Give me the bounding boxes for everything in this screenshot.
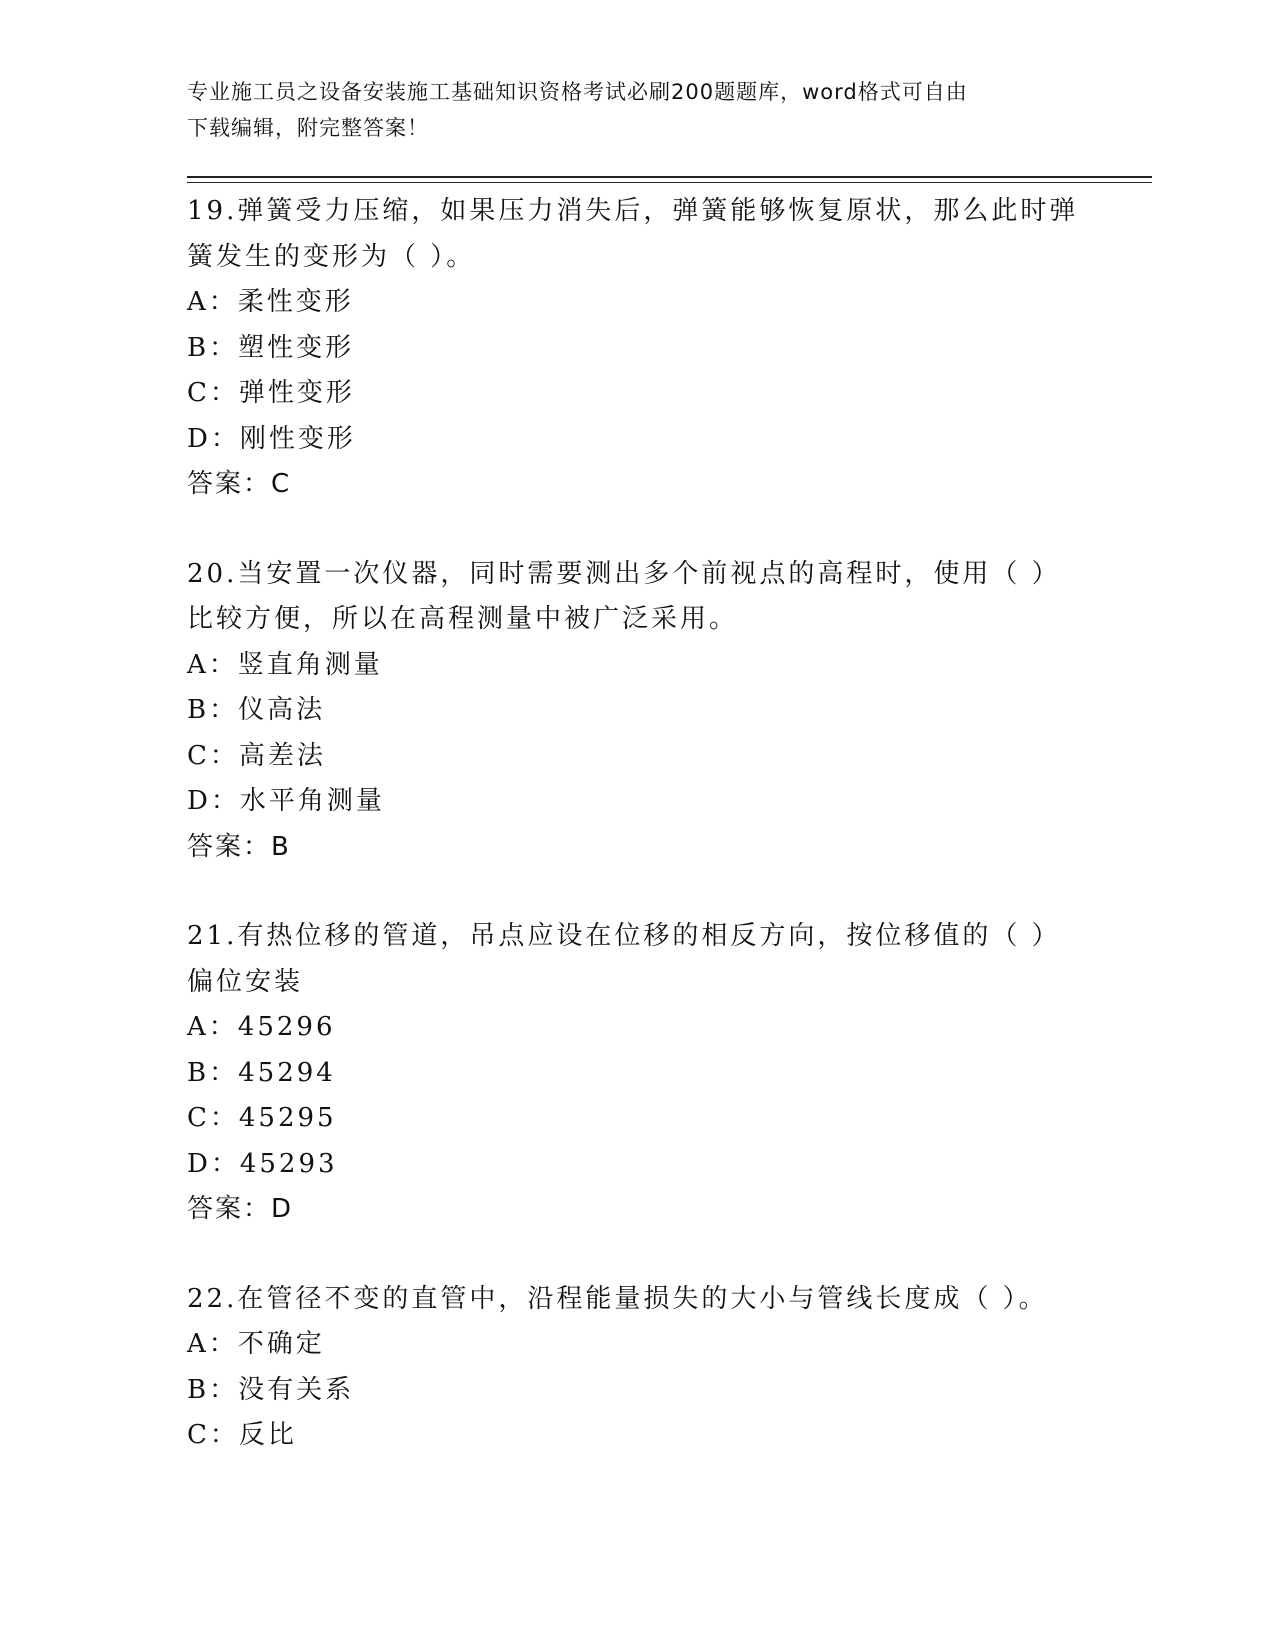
option-b: B：没有关系 <box>187 1374 355 1405</box>
header-line: 下载编辑，附完整答案！ <box>187 116 429 140</box>
option-b: B：45294 <box>187 1057 336 1088</box>
question-20 <box>187 552 1087 871</box>
option-d: D：45293 <box>187 1148 338 1179</box>
question-text: 偏位安装 <box>187 966 304 997</box>
question-text: 20.当安置一次仪器，同时需要测出多个前视点的高程时，使用（ ） <box>187 558 1061 589</box>
header-divider-thin <box>187 182 1152 183</box>
option-c: C：弹性变形 <box>187 378 355 408</box>
option-a: A：不确定 <box>187 1329 325 1359</box>
option-a: A：竖直角测量 <box>187 649 383 680</box>
option-b: B：塑性变形 <box>187 332 355 363</box>
option-d: D：刚性变形 <box>187 423 356 454</box>
answer: 答案：C <box>187 469 292 499</box>
question-text: 比较方便，所以在高程测量中被广泛采用。 <box>187 604 739 634</box>
question-22 <box>187 1277 1087 1459</box>
option-b: B：仪高法 <box>187 695 326 725</box>
question-text: 簧发生的变形为（ ）。 <box>187 241 476 272</box>
option-c: C：高差法 <box>187 740 326 771</box>
header-line: 专业施工员之设备安装施工基础知识资格考试必刷200题题库，word格式可自由 <box>187 80 968 104</box>
option-a: A：柔性变形 <box>187 287 354 317</box>
answer: 答案：B <box>187 831 291 862</box>
option-c: C：反比 <box>187 1420 297 1450</box>
answer: 答案：D <box>187 1194 294 1224</box>
question-text: 22.在管径不变的直管中，沿程能量损失的大小与管线长度成（ ）。 <box>187 1283 1048 1314</box>
document-header <box>187 74 1067 146</box>
header-divider-thick <box>187 176 1152 178</box>
question-21 <box>187 914 1087 1233</box>
option-a: A：45296 <box>187 1012 336 1042</box>
question-list <box>187 189 1087 1503</box>
option-d: D：水平角测量 <box>187 786 385 816</box>
question-text: 19.弹簧受力压缩，如果压力消失后，弹簧能够恢复原状，那么此时弹 <box>187 196 1079 226</box>
option-c: C：45295 <box>187 1103 337 1133</box>
question-19 <box>187 189 1087 508</box>
question-text: 21.有热位移的管道，吊点应设在位移的相反方向，按位移值的（ ） <box>187 921 1061 951</box>
